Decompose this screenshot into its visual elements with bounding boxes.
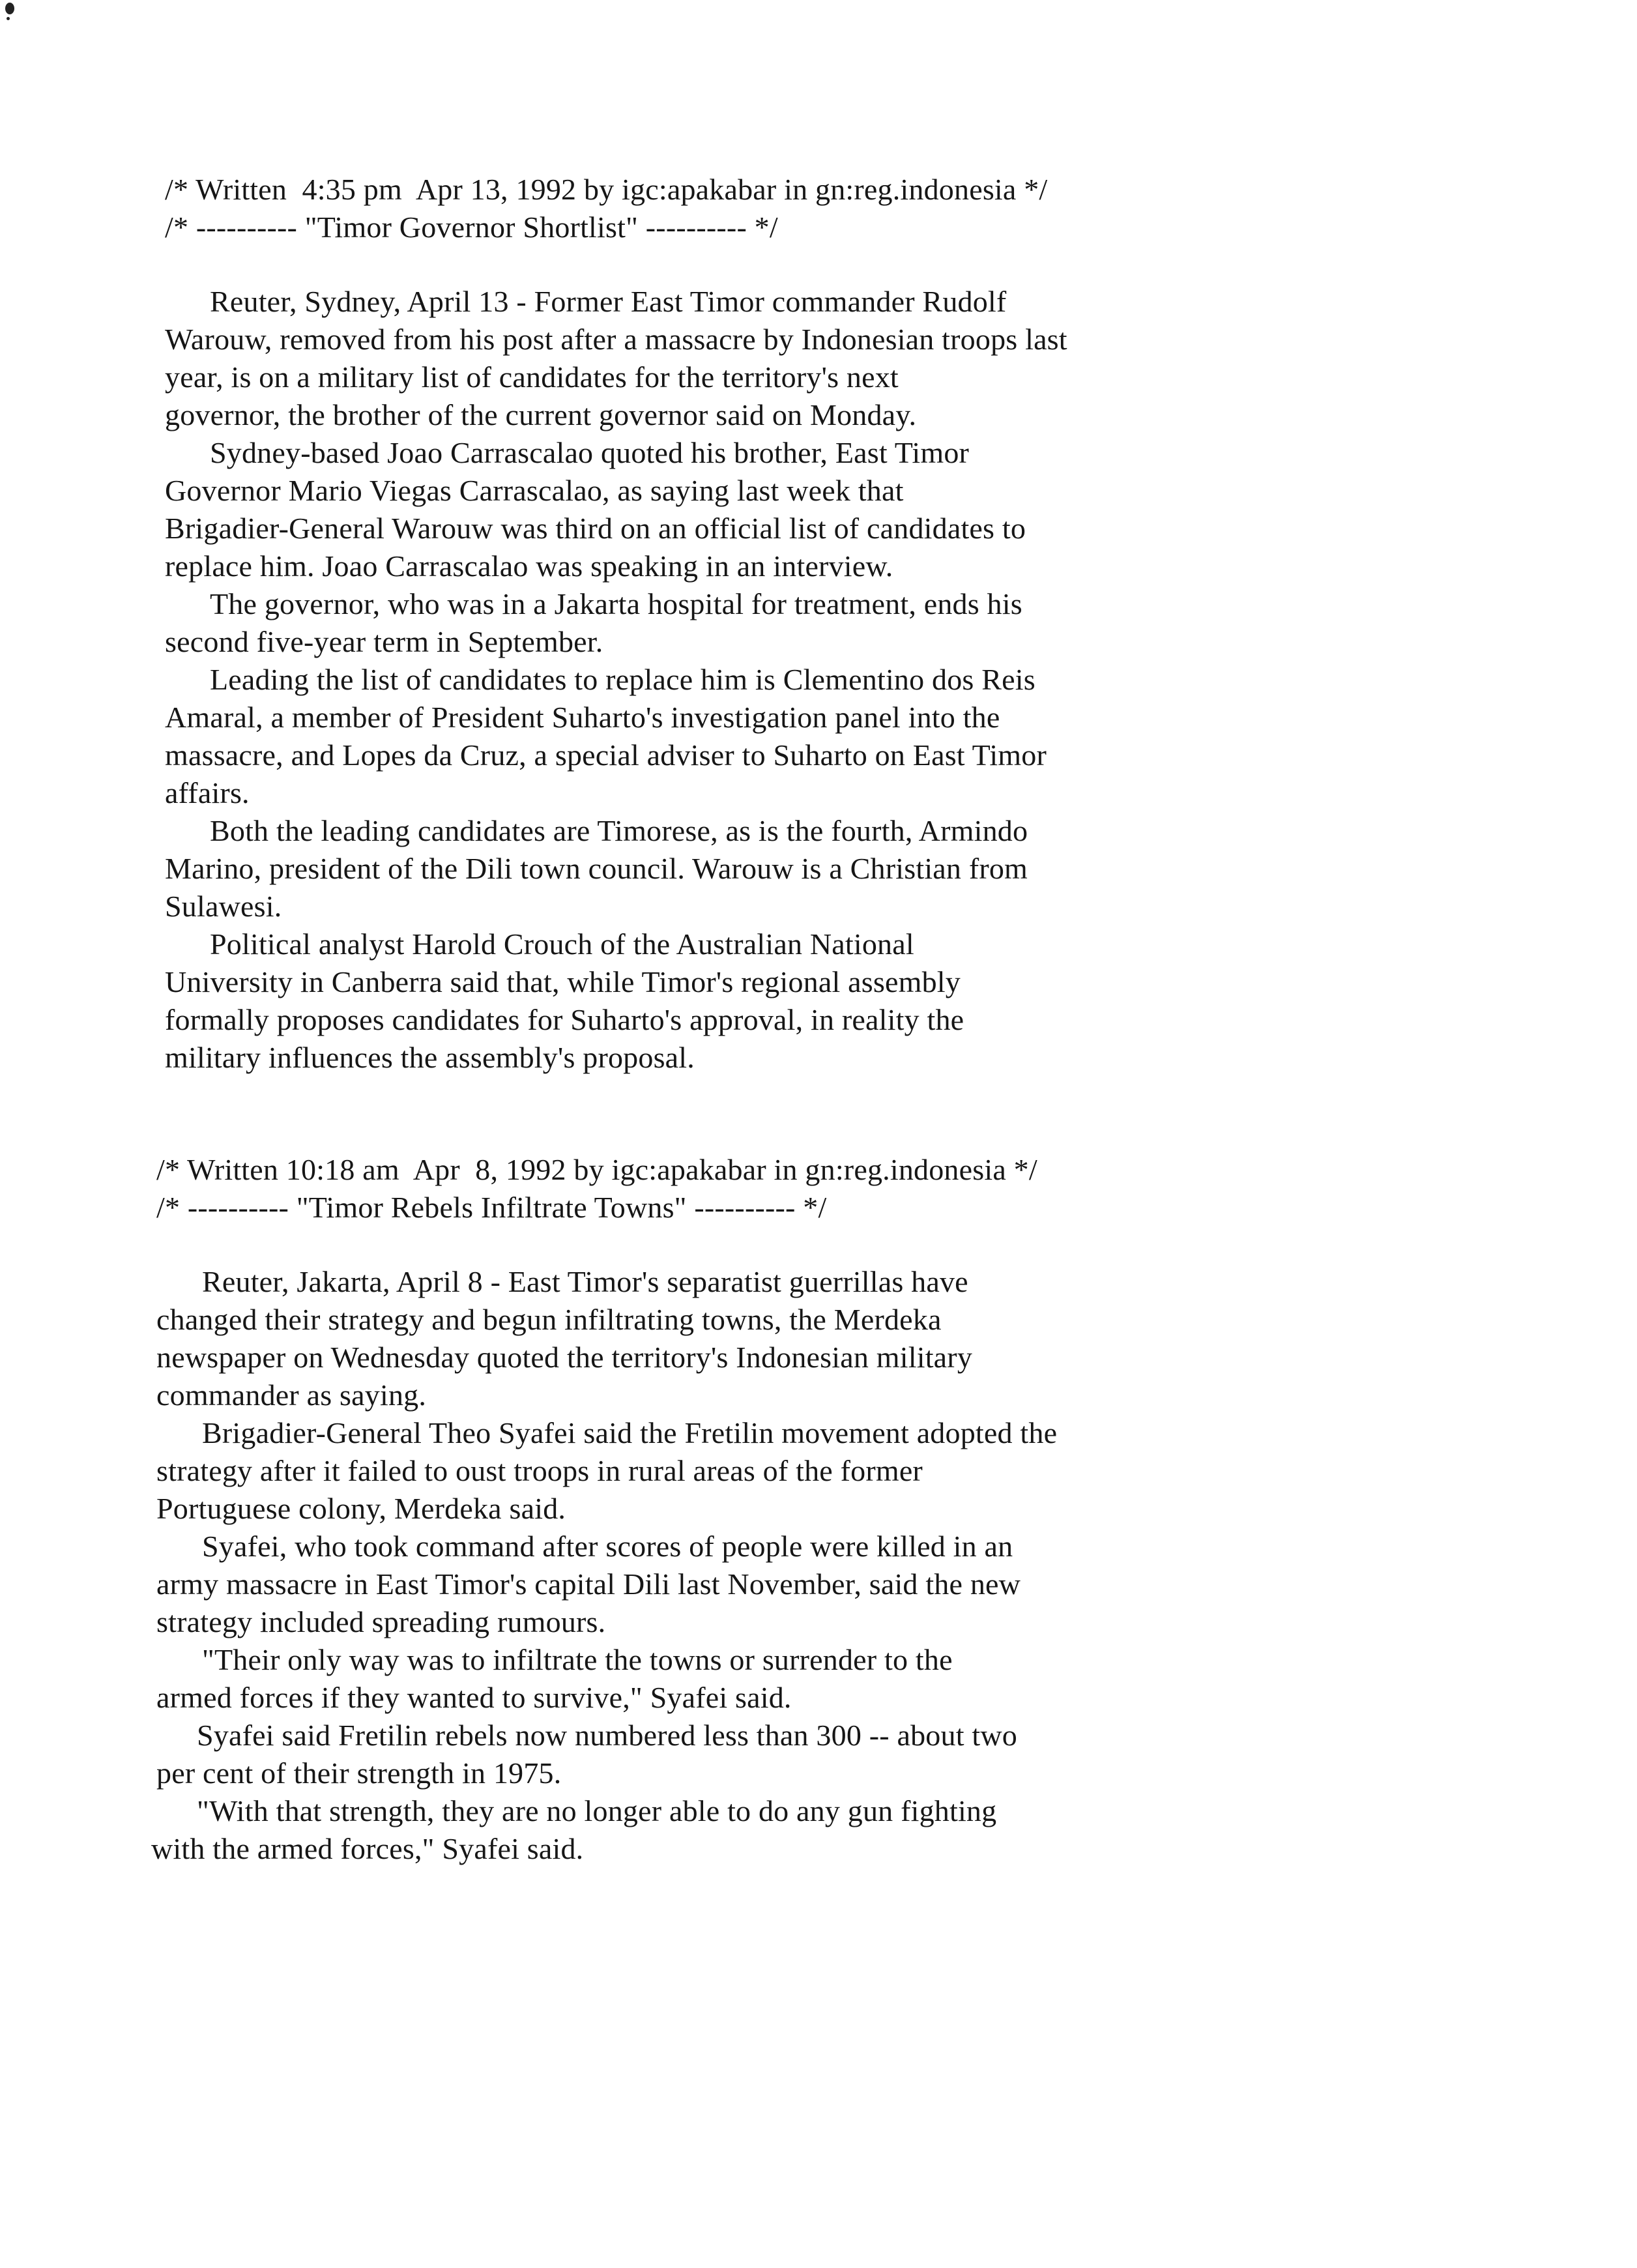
article2-line: strategy included spreading rumours. (156, 1605, 606, 1638)
article2-line: changed their strategy and begun infiltrating towns, the Merdeka (156, 1303, 942, 1336)
article2-title: /* ---------- "Timor Rebels Infiltrate Towns" ---------- */ (156, 1191, 827, 1224)
article1-line: Leading the list of candidates to replace him is Clementino dos Reis (210, 663, 1036, 696)
article1-line: Sydney-based Joao Carrascalao quoted his brother, East Timor (210, 436, 970, 469)
article2-line: Brigadier-General Theo Syafei said the Fretilin movement adopted the (202, 1416, 1058, 1449)
article1-line: year, is on a military list of candidates for the territory's next (165, 360, 899, 394)
article1-line: Amaral, a member of President Suharto's investigation panel into the (165, 701, 1000, 734)
article2-line: Portuguese colony, Merdeka said. (156, 1492, 566, 1525)
article1-line: Sulawesi. (165, 890, 282, 923)
article1-line: formally proposes candidates for Suharto's approval, in reality the (165, 1003, 964, 1036)
article1-line: military influences the assembly's proposal. (165, 1041, 695, 1074)
article2-line: newspaper on Wednesday quoted the territory's Indonesian military (156, 1341, 973, 1374)
article1-header: /* Written 4:35 pm Apr 13, 1992 by igc:apakabar in gn:reg.indonesia */ (165, 173, 1048, 206)
article1-line: Governor Mario Viegas Carrascalao, as saying last week that (165, 474, 904, 507)
article1-line: second five-year term in September. (165, 625, 603, 658)
article2-header: /* Written 10:18 am Apr 8, 1992 by igc:apakabar in gn:reg.indonesia */ (156, 1153, 1037, 1186)
article1-line: governor, the brother of the current governor said on Monday. (165, 398, 917, 431)
article2-line: "Their only way was to infiltrate the towns or surrender to the (202, 1643, 953, 1676)
article2-line: commander as saying. (156, 1378, 427, 1412)
article2-line: armed forces if they wanted to survive," Syafei said. (156, 1681, 792, 1714)
article1-line: Warouw, removed from his post after a massacre by Indonesian troops last (165, 323, 1067, 356)
article2-line: with the armed forces," Syafei said. (151, 1832, 584, 1865)
article1-line: affairs. (165, 776, 250, 809)
article2-line: "With that strength, they are no longer able to do any gun fighting (197, 1794, 997, 1827)
article1-line: Both the leading candidates are Timorese, as is the fourth, Armindo (210, 814, 1028, 847)
article2-line: Syafei said Fretilin rebels now numbered less than 300 -- about two (197, 1719, 1017, 1752)
article1-line: Marino, president of the Dili town council. Warouw is a Christian from (165, 852, 1028, 885)
article1-line: Reuter, Sydney, April 13 - Former East Timor commander Rudolf (210, 285, 1007, 318)
article1-line: Political analyst Harold Crouch of the Australian National (210, 927, 914, 961)
scan-speck (5, 3, 14, 14)
article1-line: massacre, and Lopes da Cruz, a special adviser to Suharto on East Timor (165, 738, 1047, 772)
article2-line: army massacre in East Timor's capital Dili last November, said the new (156, 1567, 1021, 1601)
article1-title: /* ---------- "Timor Governor Shortlist" ---------- */ (165, 211, 778, 244)
article2-line: Syafei, who took command after scores of people were killed in an (202, 1530, 1013, 1563)
article1-line: The governor, who was in a Jakarta hospital for treatment, ends his (210, 587, 1022, 620)
article1-line: Brigadier-General Warouw was third on an official list of candidates to (165, 512, 1026, 545)
article2-line: strategy after it failed to oust troops in rural areas of the former (156, 1454, 923, 1487)
article2-line: Reuter, Jakarta, April 8 - East Timor's separatist guerrillas have (202, 1265, 968, 1298)
article2-line: per cent of their strength in 1975. (156, 1756, 562, 1790)
article1-line: University in Canberra said that, while Timor's regional assembly (165, 965, 961, 998)
article1-line: replace him. Joao Carrascalao was speaking in an interview. (165, 549, 893, 583)
scan-speck (7, 17, 10, 20)
